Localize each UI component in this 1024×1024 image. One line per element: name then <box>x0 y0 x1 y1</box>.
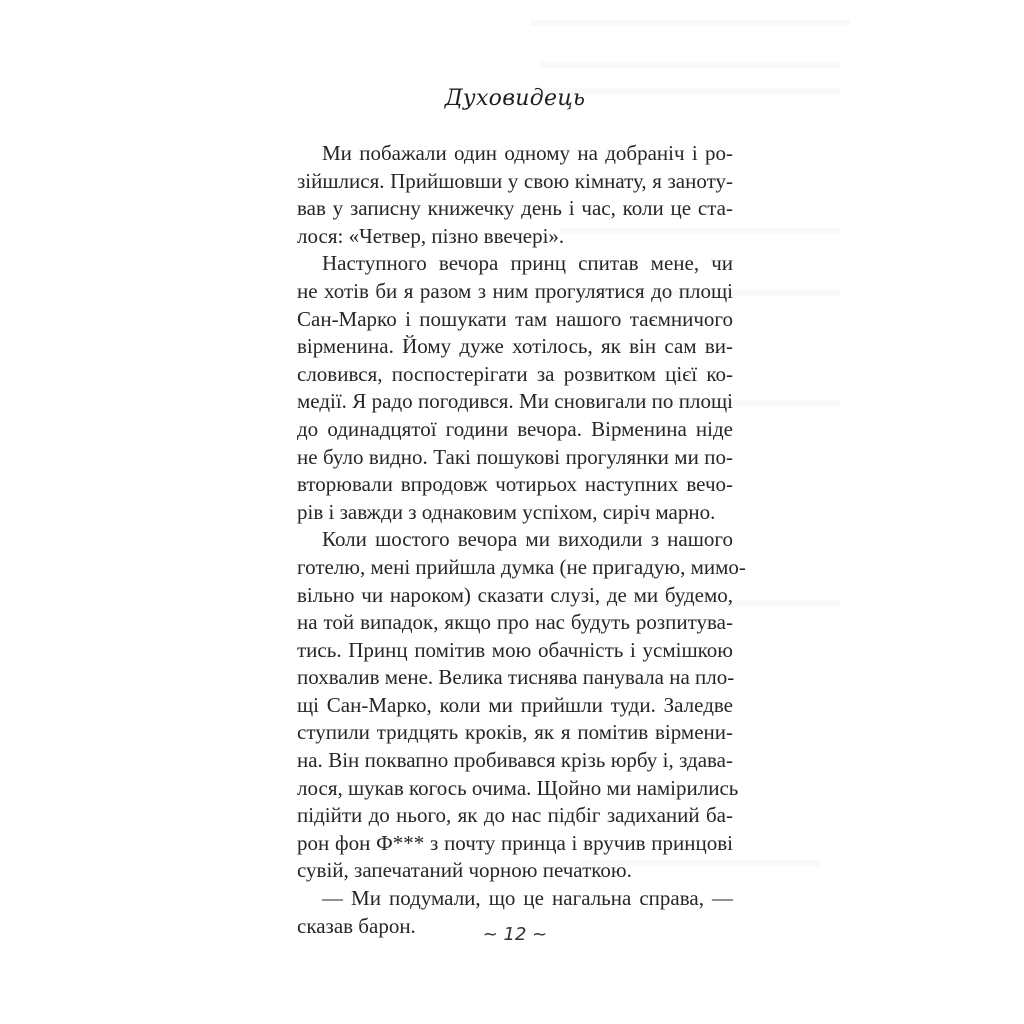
paragraph-2 <box>297 250 733 526</box>
text-line: Коли шостого вечора ми виходили з нашого <box>322 527 733 552</box>
paragraph-3 <box>297 526 746 885</box>
text-line: підійти до нього, як до нас підбіг задиханий ба- <box>297 803 733 828</box>
text-line: тись. Принц помітив мою обачність і усмішкою <box>297 637 733 662</box>
text-line: не хотів би я разом з ним прогулятися до площі <box>297 278 733 303</box>
text-line: вав у записну книжечку день і час, коли це ста- <box>297 196 733 221</box>
text-line: рон фон Ф*** з почту принца і вручив принцові <box>297 830 733 855</box>
text-line: словився, поспостерігати за розвитком цієї ко- <box>297 361 733 386</box>
text-line: сказав барон. <box>297 913 416 938</box>
text-line: вторювали впродовж чотирьох наступних вечо- <box>297 472 733 497</box>
text-line: Сан-Марко і пошукати там нашого таємничого <box>297 306 733 331</box>
text-line: Ми побажали один одному на добраніч і ро- <box>322 141 733 165</box>
text-line: щі Сан-Марко, коли ми прийшли туди. Заледве <box>297 692 733 717</box>
book-page <box>297 0 746 1024</box>
running-head: Духовидець <box>444 86 586 111</box>
text-line: не було видно. Такі пошукові прогулянки ми по- <box>297 444 733 469</box>
text-line: медії. Я радо погодився. Ми сновигали по площі <box>297 389 733 414</box>
body-text <box>297 140 746 940</box>
text-line: лося, шукав когось очима. Щойно ми намірились <box>297 775 739 800</box>
page-number: ~ 12 ~ <box>482 924 548 945</box>
text-line: похвалив мене. Велика тиснява панувала на пло- <box>297 665 735 690</box>
text-line: сувій, запечатаний чорною печаткою. <box>297 858 632 883</box>
paragraph-1 <box>297 140 733 250</box>
text-line: вірменина. Йому дуже хотілось, як він сам ви- <box>297 334 733 359</box>
text-line: до одинадцятої години вечора. Вірменина ніде <box>297 416 733 441</box>
text-line: ступили тридцять кроків, як я помітив вірмени- <box>297 720 733 745</box>
text-line: вільно чи нароком) сказати слузі, де ми будемо, <box>297 582 733 607</box>
text-line: зійшлися. Прийшовши у свою кімнату, я заноту- <box>297 168 733 193</box>
text-line: Наступного вечора принц спитав мене, чи <box>322 251 733 276</box>
text-line: на. Він поквапно пробивався крізь юрбу і, здава- <box>297 748 733 773</box>
text-line: на той випадок, якщо про нас будуть розпитува- <box>297 610 733 635</box>
text-line: лося: «Четвер, пізно ввечері». <box>297 223 565 248</box>
text-line: — Ми подумали, що це нагальна справа, — <box>322 886 733 911</box>
text-line: готелю, мені прийшла думка (не пригадую, мимо- <box>297 554 746 579</box>
text-line: рів і завжди з однаковим успіхом, сиріч марно. <box>297 499 716 524</box>
